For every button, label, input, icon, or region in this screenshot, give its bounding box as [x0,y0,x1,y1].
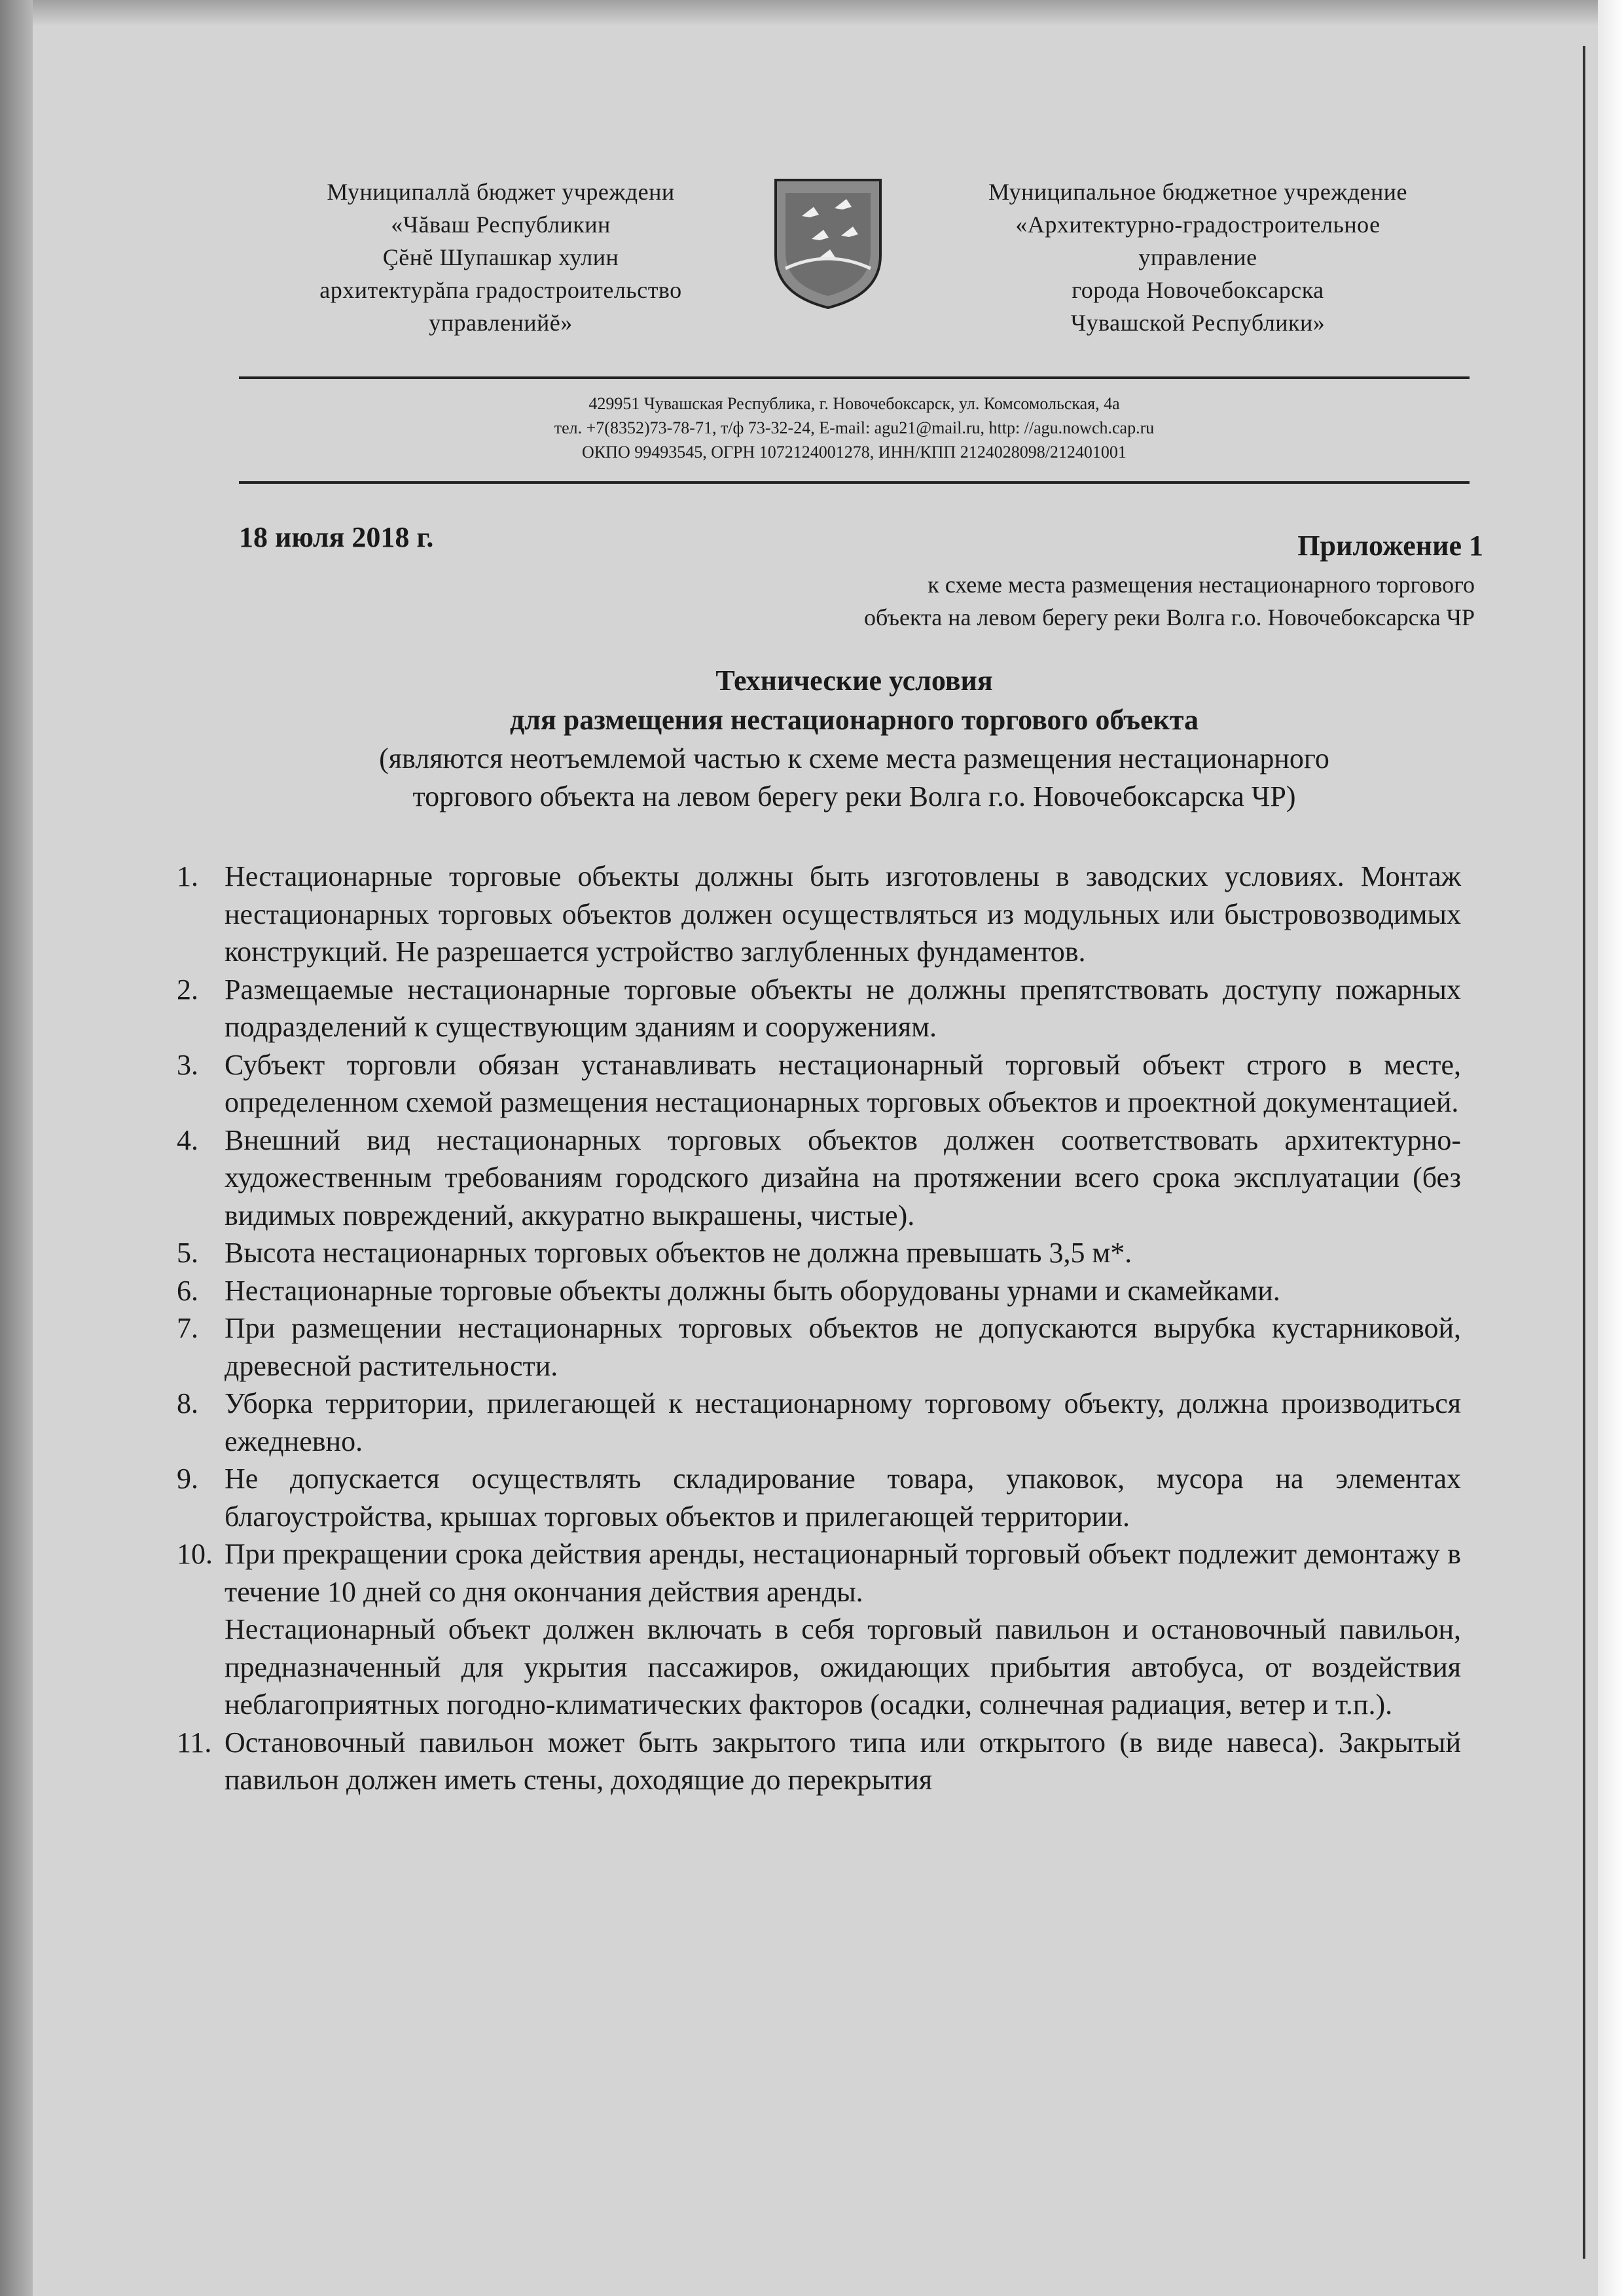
title-line: Технические условия [715,665,993,697]
title-line: для размещения нестационарного торгового объекта [509,704,1199,736]
item-text: Высота нестационарных торговых объектов не должна превышать 3,5 м*. [225,1237,1132,1269]
list-item [177,971,1461,1046]
item-text: Остановочный павильон может быть закрытого типа или открытого (в виде навеса). Закрытый павильон должен иметь стены, доходящие до перекрытия [225,1726,1461,1796]
item-text: Размещаемые нестационарные торговые объекты не должны препятствовать доступу пожарных подразделений к существующим зданиям и сооружениям. [225,973,1461,1043]
annex-subtitle [624,568,1475,634]
document-title [239,661,1470,816]
item-number: 1. [177,860,198,892]
list-item [177,1272,1461,1310]
list-item [177,1309,1461,1385]
item-number: 4. [177,1123,198,1156]
letterhead-russian [903,175,1492,339]
letterhead-line: города Новочебоксарска [1072,277,1324,303]
item-continuation: Нестационарный объект должен включать в себя торговый павильон и остановочный павильон, предназначенный для укрытия пассажиров, ожидающих прибытия автобуса, от воздействия неблагоприятных погодно-климатических факторов (осадки, солнечная радиация, ветер и т.п.). [225,1613,1461,1721]
phones: тел. +7(8352)73-78-71, т/ф 73-32-24, E-mail: agu21@mail.ru, http: //agu.nowch.cap.ru [554,418,1155,437]
item-number: 8. [177,1387,198,1419]
divider-line [239,376,1470,379]
list-item [177,1046,1461,1121]
list-item [177,1121,1461,1235]
city-coat-of-arms-icon [772,177,884,311]
list-item [177,1460,1461,1535]
page-edge-line [1583,46,1585,2259]
registration-codes: ОКПО 99493545, ОГРН 1072124001278, ИНН/КПП 2124028098/212401001 [582,443,1127,462]
annex-subtitle-line: к схеме места размещения нестационарного торгового [928,572,1475,598]
item-text: При размещении нестационарных торговых объектов не допускаются вырубка кустарниковой, древесной растительности. [225,1312,1461,1382]
list-item [177,1535,1461,1724]
item-number: 2. [177,973,198,1006]
conditions-list [177,858,1461,1799]
document-date: 18 июля 2018 г. [239,521,434,553]
list-item [177,858,1461,971]
item-text: Нестационарные торговые объекты должны быть оборудованы урнами и скамейками. [225,1274,1280,1307]
item-number: 10. [177,1538,213,1570]
scan-shadow-left [0,0,33,2296]
item-number: 7. [177,1312,198,1344]
list-item [177,1724,1461,1799]
title-note-line: (являются неотъемлемой частью к схеме места размещения нестационарного [379,742,1329,774]
address: 429951 Чувашская Республика, г. Новочебоксарск, ул. Комсомольская, 4а [588,394,1120,413]
letterhead-line: Муниципаллă бюджет учреждени [327,179,675,205]
item-text: Субъект торговли обязан устанавливать нестационарный торговый объект строго в месте, определенном схемой размещения нестационарных торговых объектов и проектной документацией. [225,1048,1461,1118]
title-note-line: торгового объекта на левом берегу реки Волга г.о. Новочебоксарска ЧР) [412,780,1296,812]
item-text: Уборка территории, прилегающей к нестационарному торговому объекту, должна производиться ежедневно. [225,1387,1461,1457]
divider-line [239,481,1470,484]
list-item [177,1234,1461,1272]
annex-title: Приложение 1 [1297,530,1483,562]
letterhead-line: «Архитектурно-градостроительное [1015,211,1380,238]
letterhead-line: управленийĕ» [429,310,573,336]
letterhead-chuvash [249,175,753,339]
item-number: 9. [177,1463,198,1495]
letterhead-line: архитектурăпа градостроительство [319,277,682,303]
annex-subtitle-line: объекта на левом берегу реки Волга г.о. Новочебоксарска ЧР [864,604,1475,630]
item-number: 6. [177,1274,198,1307]
letterhead-line: Чувашской Республики» [1070,310,1326,336]
letterhead-line: Çĕнĕ Шупашкар хулин [382,244,619,270]
letterhead-line: управление [1138,244,1257,270]
item-number: 11. [177,1726,212,1758]
contacts-block [239,392,1470,464]
scan-shadow-top [0,0,1624,26]
letterhead-line: Муниципальное бюджетное учреждение [988,179,1408,205]
list-item [177,1385,1461,1460]
item-text: Внешний вид нестационарных торговых объектов должен соответствовать архитектурно-художественным требованиям городского дизайна на протяжении всего срока эксплуатации (без видимых повреждений, аккуратно выкрашены, чистые). [225,1123,1461,1231]
item-number: 3. [177,1048,198,1081]
item-text: Не допускается осуществлять складирование товара, упаковок, мусора на элементах благоустройства, крышах торговых объектов и прилегающей территории. [225,1463,1461,1533]
letterhead-line: «Чăваш Республикин [391,211,611,238]
item-text: При прекращении срока действия аренды, нестационарный торговый объект подлежит демонтажу в течение 10 дней со дня окончания действия аренды. [225,1538,1461,1608]
item-number: 5. [177,1237,198,1269]
scan-margin-right [1598,0,1624,2296]
item-text: Нестационарные торговые объекты должны быть изготовлены в заводских условиях. Монтаж нестационарных торговых объектов должен осуществляться из модульных или быстровозводимых конструкций. Не разрешается устройство заглубленных фундаментов. [225,860,1461,968]
